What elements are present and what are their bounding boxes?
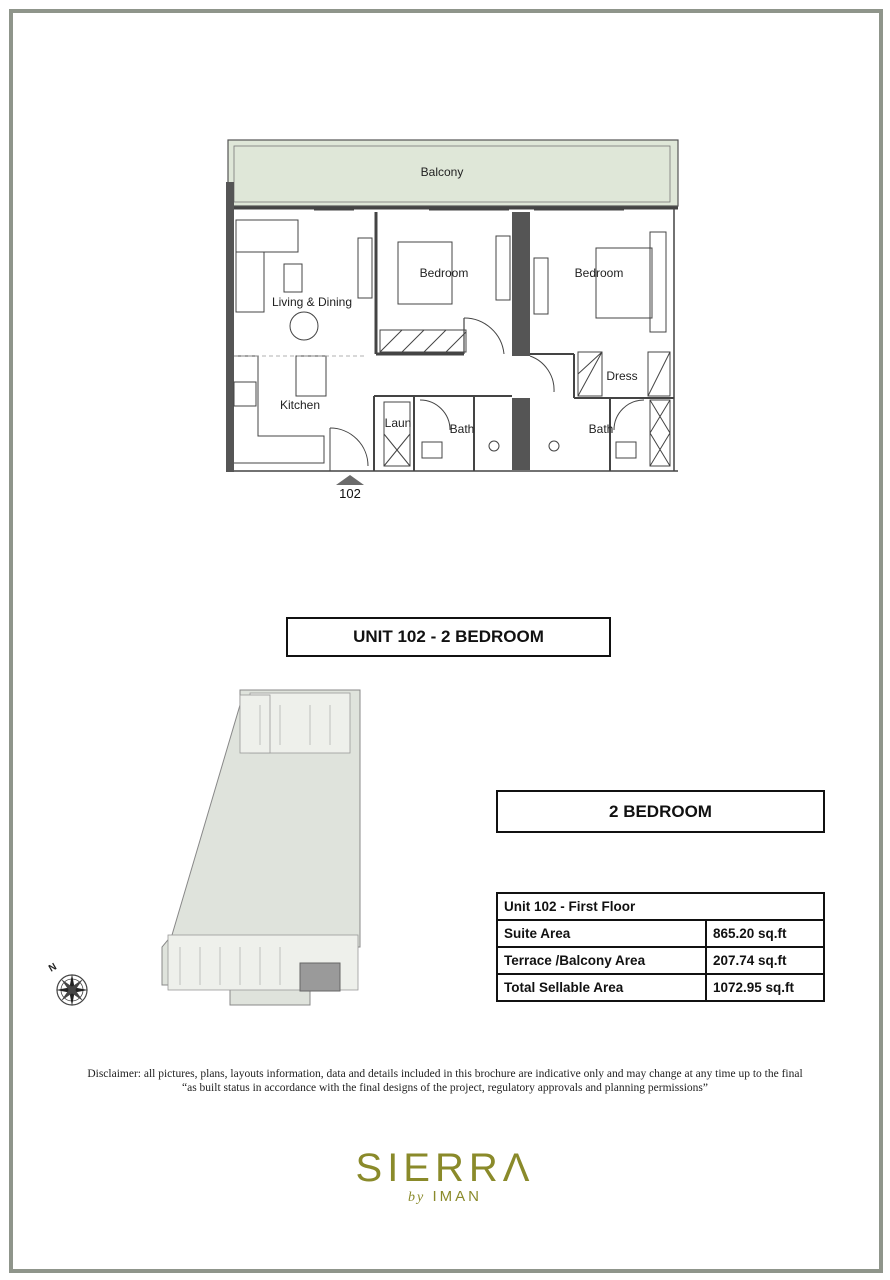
brand-logo bbox=[330, 1148, 560, 1212]
area-value: 1072.95 sq.ft bbox=[706, 974, 824, 1001]
area-label: Terrace /Balcony Area bbox=[497, 947, 706, 974]
area-label: Total Sellable Area bbox=[497, 974, 706, 1001]
sofa bbox=[236, 220, 298, 252]
room-label-balcony: Balcony bbox=[420, 165, 464, 179]
column-1 bbox=[512, 212, 530, 356]
table-header-row bbox=[497, 893, 824, 920]
area-table bbox=[496, 892, 825, 1002]
logo-by: by bbox=[408, 1190, 426, 1205]
room-label-dress: Dress bbox=[606, 369, 638, 383]
bed-2 bbox=[596, 248, 652, 318]
table-row bbox=[497, 974, 824, 1001]
room-label-bedroom-2: Bedroom bbox=[574, 266, 624, 280]
area-label: Suite Area bbox=[497, 920, 706, 947]
unit-title: UNIT 102 - 2 BEDROOM bbox=[286, 617, 611, 657]
room-label-laundry: Laun bbox=[384, 416, 412, 430]
room-label-kitchen: Kitchen bbox=[279, 398, 321, 412]
area-value: 207.74 sq.ft bbox=[706, 947, 824, 974]
unit-highlight bbox=[300, 963, 340, 991]
table-row bbox=[497, 947, 824, 974]
compass-north-label: N bbox=[47, 961, 59, 975]
disclaimer bbox=[40, 1067, 850, 1095]
kitchen-island bbox=[296, 356, 326, 396]
entry-arrow-icon bbox=[336, 475, 364, 485]
dining-table bbox=[290, 312, 318, 340]
room-label-bedroom-1: Bedroom bbox=[419, 266, 469, 280]
compass-icon bbox=[44, 960, 94, 1010]
entry-label: 102 bbox=[339, 486, 361, 501]
room-label-bath-2: Bath bbox=[588, 422, 614, 436]
logo-wordmark: SIERRΛ bbox=[355, 1146, 535, 1190]
column-2 bbox=[512, 398, 530, 470]
room-label-living: Living & Dining bbox=[271, 295, 353, 309]
key-plan bbox=[160, 685, 370, 1020]
entry-marker bbox=[330, 475, 370, 501]
room-label-bath-1: Bath bbox=[449, 422, 475, 436]
floor-plan bbox=[224, 138, 680, 474]
disclaimer-line-1: Disclaimer: all pictures, plans, layouts information, data and details included in this brochure are indicative only and may change at any time up to the final bbox=[87, 1068, 803, 1080]
logo-iman: IMAN bbox=[432, 1188, 482, 1205]
disclaimer-line-2: “as built status in accordance with the final designs of the project, regulatory approvals and planning permissions” bbox=[182, 1082, 708, 1094]
unit-type: 2 BEDROOM bbox=[496, 790, 825, 833]
logo-subline bbox=[330, 1188, 560, 1206]
area-value: 865.20 sq.ft bbox=[706, 920, 824, 947]
table-row bbox=[497, 920, 824, 947]
table-header: Unit 102 - First Floor bbox=[497, 893, 824, 920]
